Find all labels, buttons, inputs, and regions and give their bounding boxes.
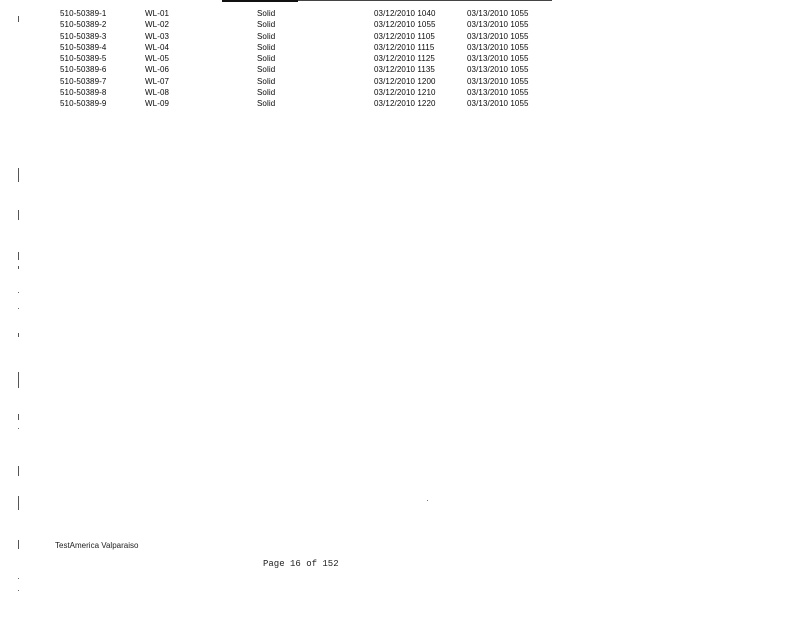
scan-margin-mark (18, 16, 19, 22)
date-received: 03/13/2010 1055 (467, 42, 529, 52)
page-number: Page 16 of 152 (263, 559, 339, 569)
sample-matrix: Solid (257, 99, 276, 109)
client-sample-id: WL-04 (145, 42, 170, 52)
date-received: 03/13/2010 1055 (467, 88, 529, 98)
date-received: 03/13/2010 1055 (467, 54, 529, 64)
lab-sample-id: 510-50389-3 (60, 31, 107, 41)
scan-margin-mark (18, 210, 19, 220)
table-row (0, 87, 800, 98)
client-sample-id: WL-03 (145, 31, 170, 41)
date-sampled: 03/12/2010 1115 (374, 42, 435, 52)
date-sampled: 03/12/2010 1040 (374, 9, 436, 18)
client-sample-id: WL-09 (145, 99, 170, 109)
date-sampled: 03/12/2010 1125 (374, 54, 435, 64)
lab-sample-id: 510-50389-7 (60, 76, 107, 86)
sample-matrix: Solid (257, 65, 276, 75)
sample-table (0, 8, 800, 110)
lab-sample-id: 510-50389-4 (60, 42, 107, 52)
scan-margin-mark (18, 496, 19, 510)
scan-margin-mark (18, 292, 19, 293)
date-received: 03/13/2010 1055 (467, 9, 529, 18)
scan-speck (427, 500, 428, 501)
date-sampled: 03/12/2010 1220 (374, 99, 436, 109)
client-sample-id: WL-05 (145, 54, 170, 64)
table-row (0, 8, 800, 19)
sample-matrix: Solid (257, 76, 276, 86)
client-sample-id: WL-02 (145, 20, 170, 30)
date-sampled: 03/12/2010 1200 (374, 76, 436, 86)
date-received: 03/13/2010 1055 (467, 65, 529, 75)
date-received: 03/13/2010 1055 (467, 31, 529, 41)
scan-margin-mark (18, 372, 19, 388)
date-received: 03/13/2010 1055 (467, 76, 529, 86)
lab-sample-id: 510-50389-6 (60, 65, 107, 75)
date-received: 03/13/2010 1055 (467, 99, 529, 109)
table-row (0, 76, 800, 87)
scan-margin-mark (18, 466, 19, 476)
footer-lab-name: TestAmerica Valparaiso (55, 541, 139, 550)
sample-matrix: Solid (257, 54, 276, 64)
scan-margin-mark (18, 308, 19, 309)
table-row (0, 53, 800, 64)
sample-matrix: Solid (257, 31, 276, 41)
lab-sample-id: 510-50389-1 (60, 9, 107, 18)
scan-margin-mark (18, 333, 19, 337)
scan-margin-mark (18, 590, 19, 591)
lab-sample-id: 510-50389-2 (60, 20, 107, 30)
scan-margin-mark (18, 168, 19, 182)
date-sampled: 03/12/2010 1055 (374, 20, 436, 30)
date-sampled: 03/12/2010 1135 (374, 65, 435, 75)
top-table-rule-accent (222, 0, 298, 2)
sample-matrix: Solid (257, 20, 276, 30)
client-sample-id: WL-06 (145, 65, 170, 75)
table-row (0, 31, 800, 42)
date-sampled: 03/12/2010 1105 (374, 31, 435, 41)
client-sample-id: WL-08 (145, 88, 170, 98)
table-row (0, 98, 800, 109)
scan-margin-mark (18, 414, 19, 420)
scan-margin-mark (18, 578, 19, 579)
sample-matrix: Solid (257, 88, 276, 98)
date-received: 03/13/2010 1055 (467, 20, 529, 30)
client-sample-id: WL-01 (145, 9, 170, 18)
table-row (0, 19, 800, 30)
scan-margin-mark (18, 266, 19, 269)
sample-matrix: Solid (257, 42, 276, 52)
table-row (0, 64, 800, 75)
lab-sample-id: 510-50389-5 (60, 54, 107, 64)
client-sample-id: WL-07 (145, 76, 170, 86)
date-sampled: 03/12/2010 1210 (374, 88, 436, 98)
scan-margin-mark (18, 252, 19, 260)
scan-margin-mark (18, 540, 19, 549)
table-row (0, 42, 800, 53)
sample-matrix: Solid (257, 9, 276, 18)
lab-sample-id: 510-50389-9 (60, 99, 107, 109)
scan-margin-mark (18, 428, 19, 429)
lab-sample-id: 510-50389-8 (60, 88, 107, 98)
